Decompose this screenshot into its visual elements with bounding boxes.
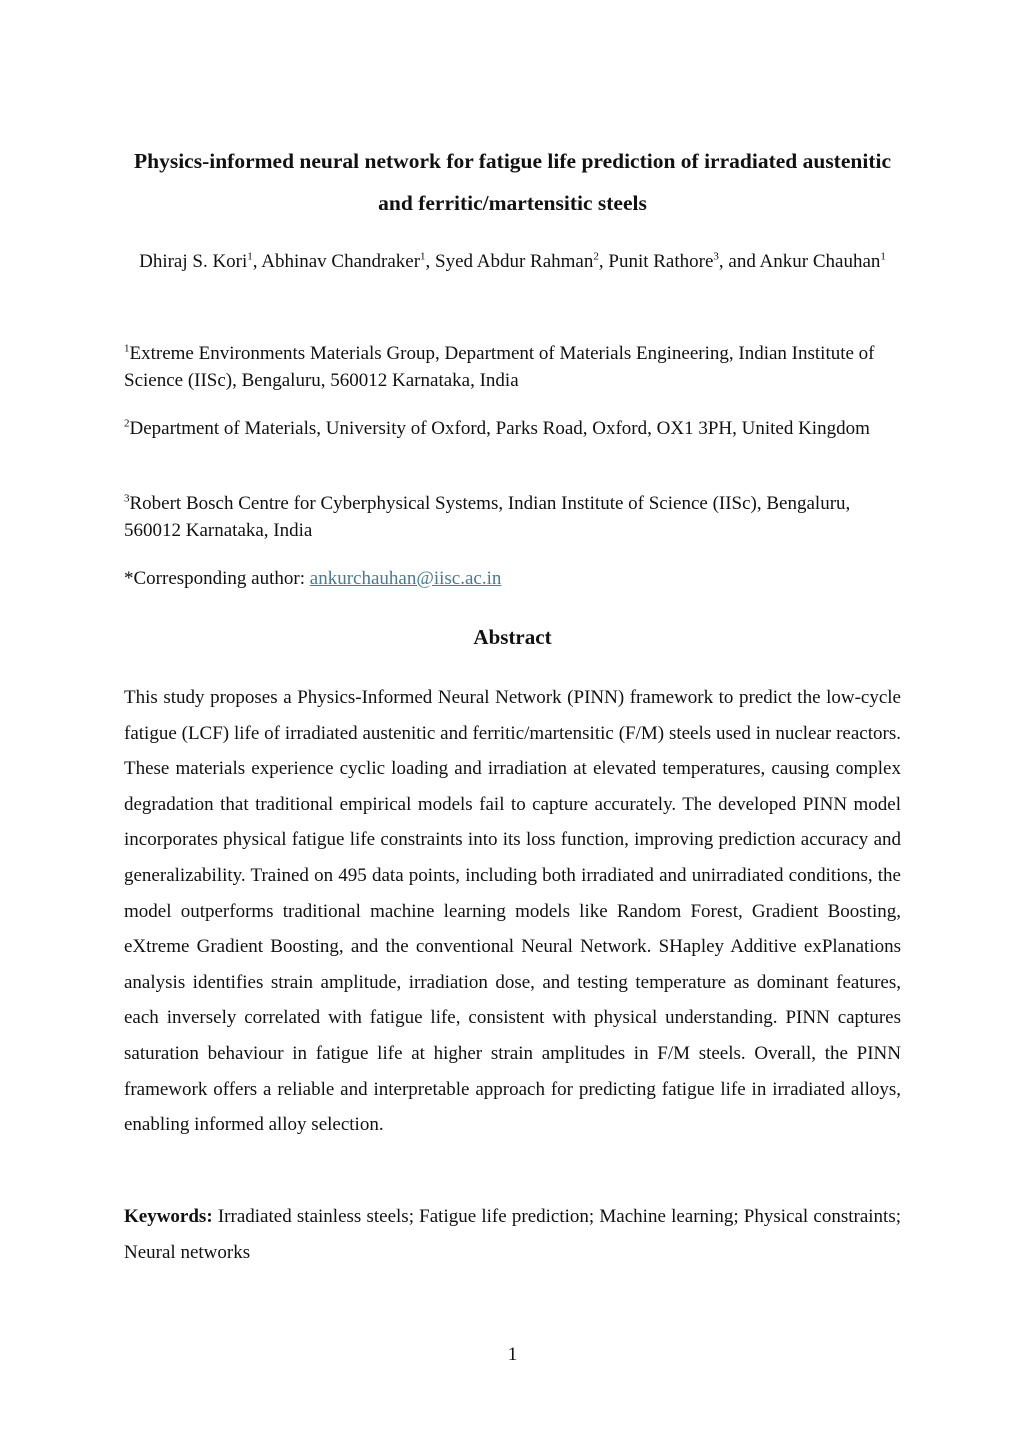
abstract-text: This study proposes a Physics-Informed Neural Network (PINN) framework to predict the low-cycle fatigue (LCF) life of irradiated austenitic and ferritic/martensitic (F/M) steels used in nuclear reactors. These materials experience cyclic loading and irradiation at elevated temperatures, causing complex degradation that traditional empirical models fail to capture accurately. The developed PINN model incorporates physical fatigue life constraints into its loss function, improving prediction accuracy and generalizability. Trained on 495 data points, including both irradiated and unirradiated conditions, the model outperforms traditional machine learning models like Random Forest, Gradient Boosting, eXtreme Gradient Boosting, and the conventional Neural Network. SHapley Additive exPlanations analysis identifies strain amplitude, irradiation dose, and testing temperature as dominant features, each inversely correlated with fatigue life, consistent with physical understanding. PINN captures saturation behaviour in fatigue life at higher strain amplitudes in F/M steels. Overall, the PINN framework offers a reliable and interpretable approach for predicting fatigue life in irradiated alloys, enabling informed alloy selection.	[124, 687, 901, 1136]
author-affiliation-mark: 1	[420, 250, 426, 263]
keywords-text: Irradiated stainless steels; Fatigue life prediction; Machine learning; Physical constraints; Neural networks	[124, 1206, 901, 1263]
affiliation-number: 3	[124, 492, 130, 505]
page-number: 1	[507, 1344, 518, 1365]
author-list	[124, 243, 901, 280]
abstract-heading: Abstract	[473, 625, 552, 649]
affiliation-text: Robert Bosch Centre for Cyberphysical Systems, Indian Institute of Science (IISc), Bengaluru, 560012 Karnataka, India	[124, 493, 851, 541]
author-name: Syed Abdur Rahman	[435, 251, 594, 272]
affiliation-number: 1	[124, 342, 130, 355]
affiliation-2	[124, 415, 901, 442]
author-separator: ,	[598, 251, 609, 272]
author-name: Dhiraj S. Kori	[139, 251, 248, 272]
author-affiliation-mark: 1	[880, 250, 886, 263]
author-separator: ,	[425, 251, 436, 272]
affiliation-3	[124, 490, 901, 544]
corresponding-label: *Corresponding author:	[124, 568, 310, 589]
affiliation-1	[124, 340, 901, 394]
affiliation-number: 2	[124, 417, 130, 430]
author-affiliation-mark: 3	[713, 250, 719, 263]
author-separator: , and	[718, 251, 760, 272]
keywords	[124, 1199, 901, 1270]
affiliation-text: Extreme Environments Materials Group, Department of Materials Engineering, Indian Institute of Science (IISc), Bengaluru, 560012 Karnataka, India	[124, 343, 875, 391]
author-name: Punit Rathore	[608, 251, 714, 272]
author-affiliation-mark: 1	[247, 250, 253, 263]
affiliation-text: Department of Materials, University of Oxford, Parks Road, Oxford, OX1 3PH, United Kingdom	[129, 418, 870, 439]
paper-title: Physics-informed neural network for fatigue life prediction of irradiated austenitic and ferritic/martensitic steels	[134, 149, 891, 215]
corresponding-email-link[interactable]: ankurchauhan@iisc.ac.in	[309, 568, 502, 589]
author-affiliation-mark: 2	[593, 250, 599, 263]
author-separator: ,	[252, 251, 262, 272]
author-name: Abhinav Chandraker	[261, 251, 421, 272]
keywords-label: Keywords:	[124, 1206, 213, 1227]
corresponding-author	[124, 565, 501, 592]
author-name: Ankur Chauhan	[759, 251, 881, 272]
